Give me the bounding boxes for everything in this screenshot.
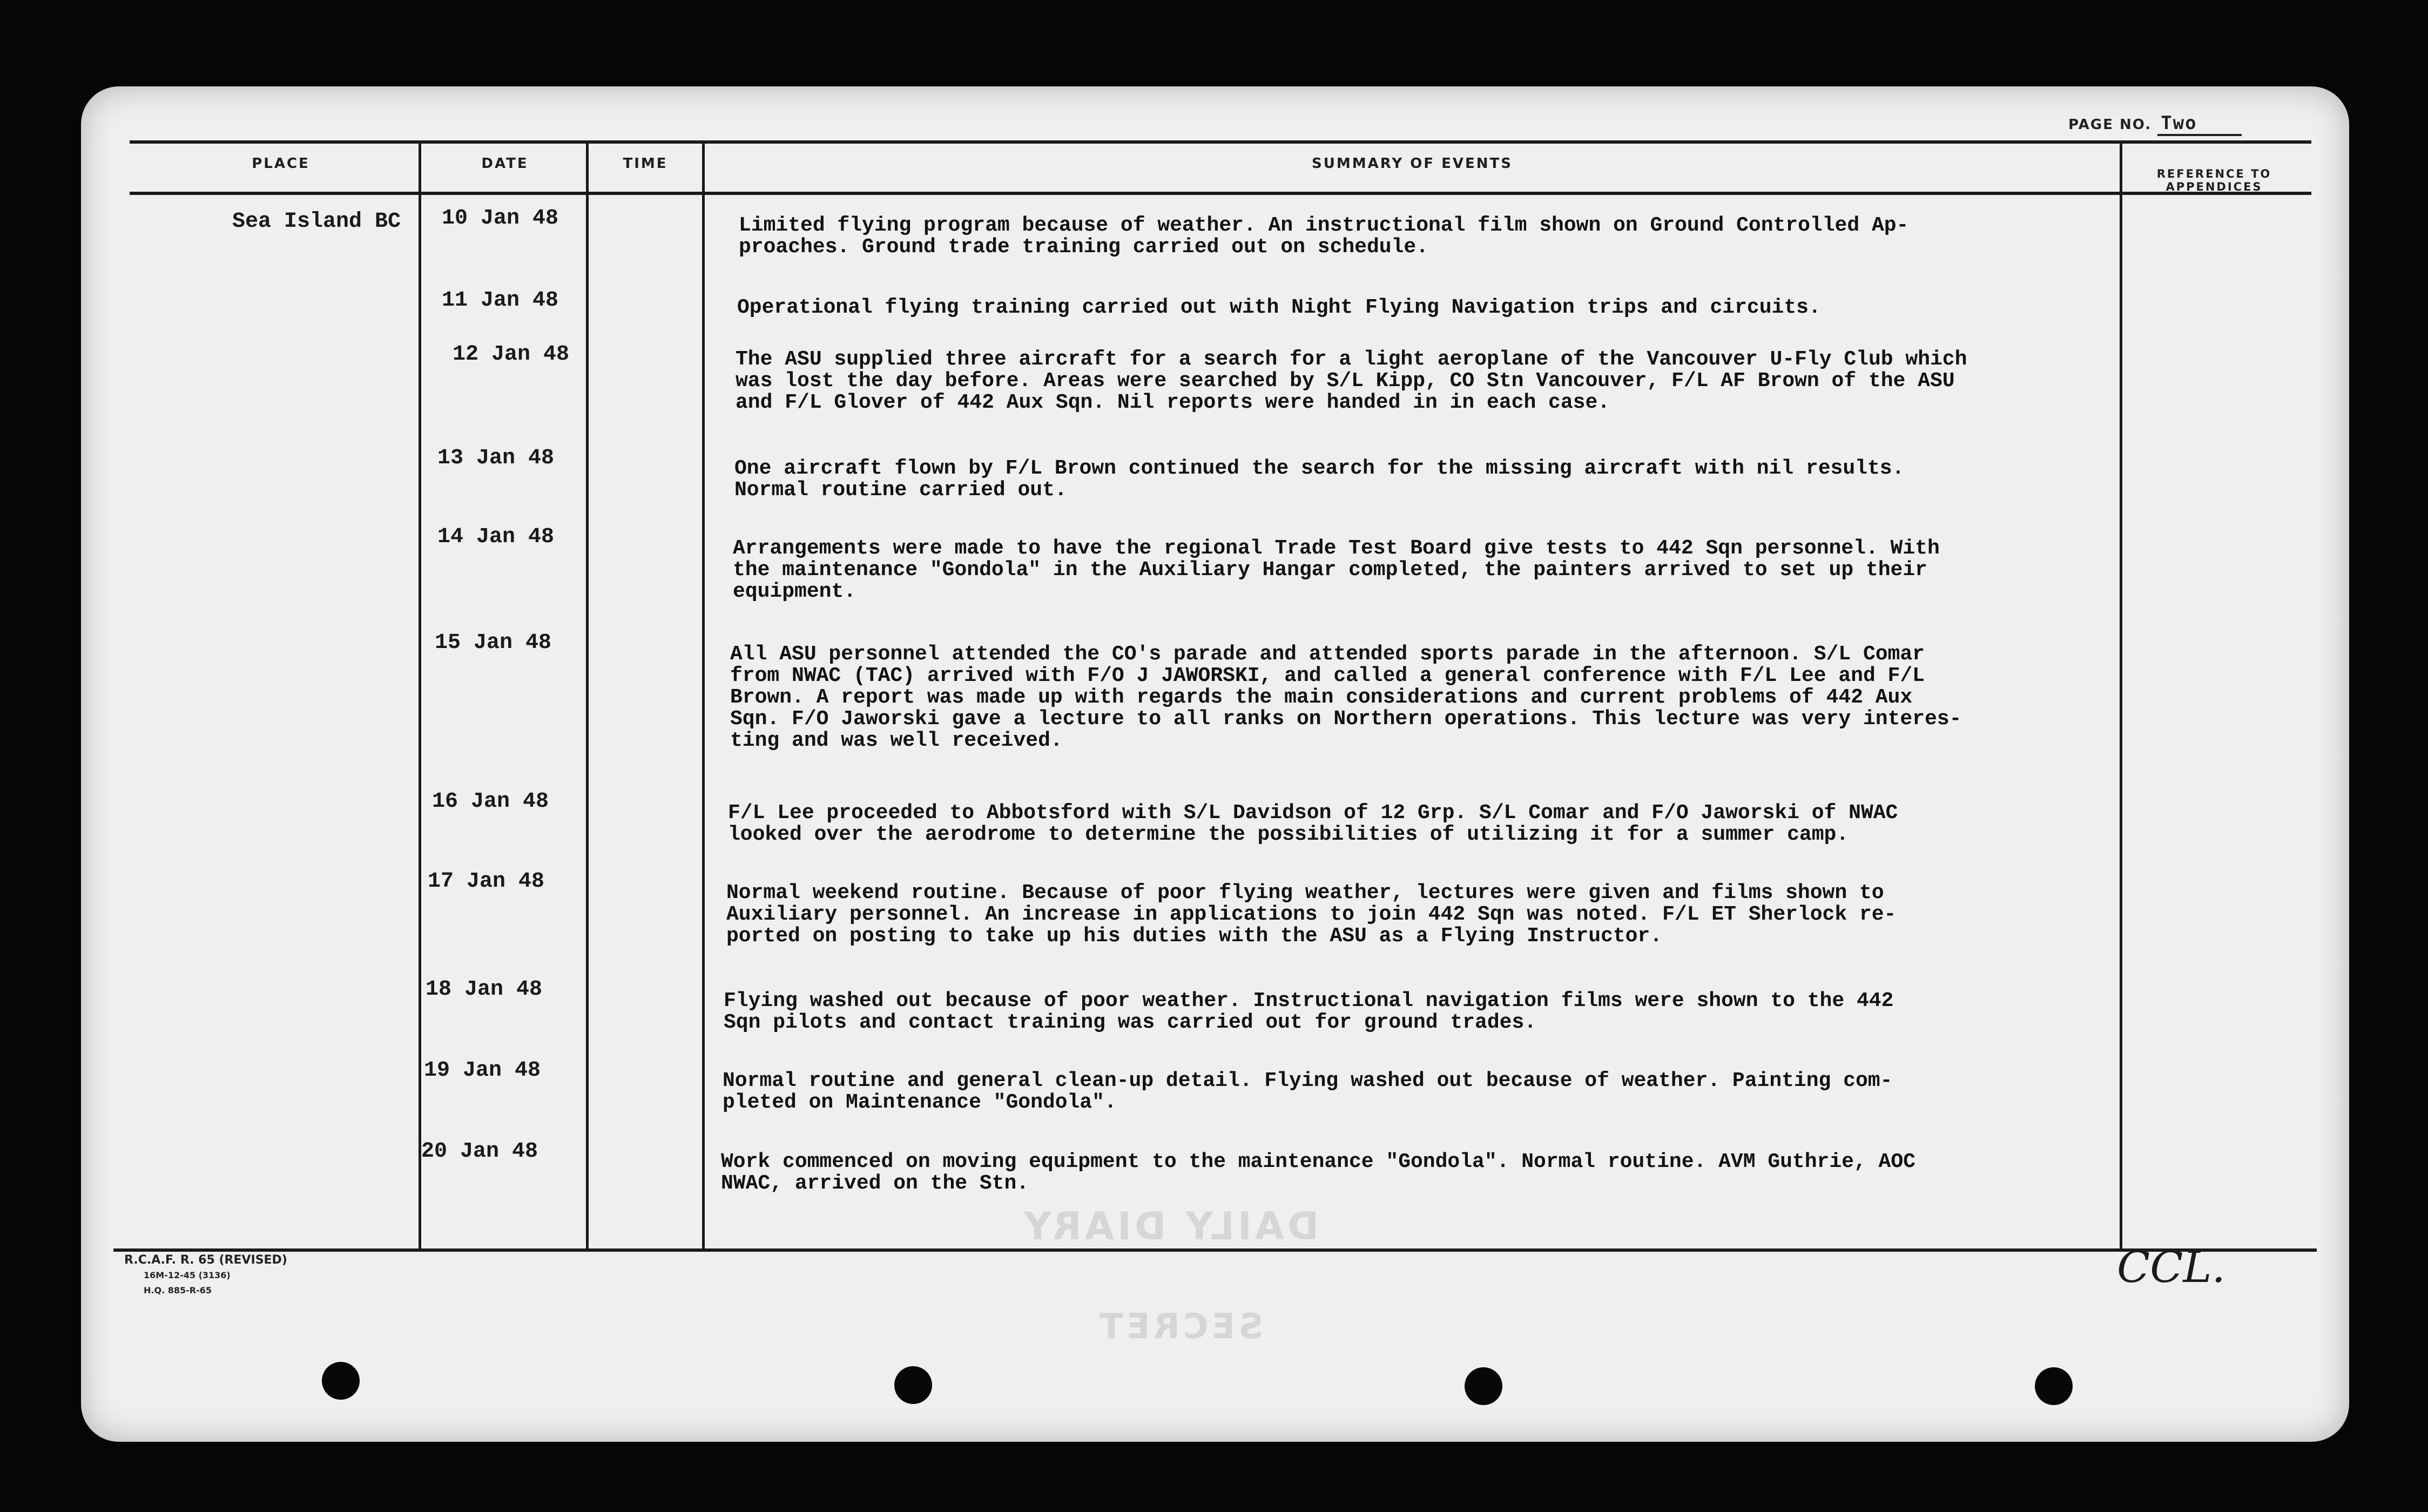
column-heading-date: DATE xyxy=(481,156,529,172)
handwritten-initials: CCL. xyxy=(2117,1242,2225,1292)
summary-line: Limited flying program because of weather. An instructional film shown on Ground Controlled Ap- xyxy=(739,214,1909,237)
summary-line: Normal weekend routine. Because of poor flying weather, lectures were given and films shown to xyxy=(726,881,1884,905)
entry-summary xyxy=(734,458,2139,501)
summary-line: Normal routine carried out. xyxy=(734,478,1067,502)
summary-line: All ASU personnel attended the CO's parade and attended sports parade in the afternoon. S/L Comar xyxy=(730,643,1925,666)
summary-line: NWAC, arrived on the Stn. xyxy=(721,1172,1029,1195)
summary-line: Sqn pilots and contact training was carried out for ground trades. xyxy=(724,1011,1537,1034)
entry-date: 16 Jan 48 xyxy=(432,789,549,814)
page-number-label: PAGE NO. xyxy=(2068,117,2152,133)
entry-date: 17 Jan 48 xyxy=(428,869,545,894)
time-summary-divider xyxy=(702,141,705,1248)
form-hq-code: H.Q. 885-R-65 xyxy=(144,1285,212,1295)
summary-line: pleted on Maintenance "Gondola". xyxy=(723,1091,1117,1114)
entry-summary xyxy=(733,538,2137,603)
summary-line: looked over the aerodrome to determine the possibilities of utilizing it for a summer camp. xyxy=(728,823,1849,846)
entry-summary xyxy=(739,215,2143,258)
entry-date: 19 Jan 48 xyxy=(424,1058,541,1083)
entry-summary xyxy=(736,349,2140,414)
show-through-text: SECRET xyxy=(1096,1307,1264,1347)
summary-line: and F/L Glover of 442 Aux Sqn. Nil reports were handed in in each case. xyxy=(736,391,1610,414)
page-number-value: Two xyxy=(2157,112,2242,136)
column-heading-time: TIME xyxy=(623,156,668,172)
column-heading-reference xyxy=(2122,167,2306,193)
entry-date: 14 Jan 48 xyxy=(437,525,555,549)
punch-hole xyxy=(1465,1367,1502,1405)
form-number: R.C.A.F. R. 65 (REVISED) xyxy=(124,1253,287,1267)
summary-line: was lost the day before. Areas were searched by S/L Kipp, CO Stn Vancouver, F/L AF Brown of the ASU xyxy=(736,369,1955,393)
summary-line: One aircraft flown by F/L Brown continued the search for the missing aircraft with nil results. xyxy=(734,457,1905,480)
form-print-code: 16M-12-45 (3136) xyxy=(144,1270,231,1280)
entry-date: 10 Jan 48 xyxy=(442,206,559,231)
punch-hole xyxy=(322,1362,360,1400)
entry-summary xyxy=(730,644,2134,752)
entry-summary xyxy=(726,882,2130,947)
entry-summary xyxy=(724,990,2128,1034)
summary-line: F/L Lee proceeded to Abbotsford with S/L Davidson of 12 Grp. S/L Comar and F/O Jaworski of NWAC xyxy=(728,801,1898,825)
summary-line: Normal routine and general clean-up detail. Flying washed out because of weather. Painting com- xyxy=(723,1069,1893,1092)
show-through-text: DAILY DIARY xyxy=(1021,1204,1319,1248)
header-bottom-rule xyxy=(130,192,2311,195)
date-time-divider xyxy=(586,141,589,1248)
summary-line: The ASU supplied three aircraft for a search for a light aeroplane of the Vancouver U-Fly Club which xyxy=(736,348,1967,371)
form-identifier xyxy=(124,1253,287,1298)
header-top-rule xyxy=(130,140,2311,144)
entry-date: 20 Jan 48 xyxy=(421,1139,538,1164)
entry-summary xyxy=(737,297,2141,319)
entry-date: 12 Jan 48 xyxy=(453,342,570,367)
summary-line: ting and was well received. xyxy=(730,729,1063,752)
entry-date: 15 Jan 48 xyxy=(435,631,552,655)
summary-line: the maintenance "Gondola" in the Auxiliary Hangar completed, the painters arrived to set up their xyxy=(733,558,1927,582)
entry-date: 18 Jan 48 xyxy=(426,977,543,1002)
summary-line: Brown. A report was made up with regards the main considerations and current problems of 442 Aux xyxy=(730,686,1913,709)
entry-summary xyxy=(721,1151,2125,1194)
page-number xyxy=(2068,112,2242,136)
entry-date: 13 Jan 48 xyxy=(437,446,555,470)
reference-heading-line1: REFERENCE TO xyxy=(2156,167,2272,180)
summary-line: equipment. xyxy=(733,580,856,603)
summary-line: Auxiliary personnel. An increase in applications to join 442 Sqn was noted. F/L ET Sherlock re- xyxy=(726,903,1897,926)
column-heading-place: PLACE xyxy=(252,156,310,172)
entry-date: 11 Jan 48 xyxy=(442,288,559,313)
summary-line: ported on posting to take up his duties with the ASU as a Flying Instructor. xyxy=(726,924,1663,948)
place-date-divider xyxy=(419,141,421,1248)
summary-line: Arrangements were made to have the regional Trade Test Board give tests to 442 Sqn personnel. With xyxy=(733,537,1940,560)
summary-line: Sqn. F/O Jaworski gave a lecture to all ranks on Northern operations. This lecture was very interes- xyxy=(730,707,1962,731)
column-heading-summary: SUMMARY OF EVENTS xyxy=(1312,156,1513,172)
entry-summary xyxy=(728,802,2132,846)
summary-line: Work commenced on moving equipment to the maintenance "Gondola". Normal routine. AVM Guthrie, AOC xyxy=(721,1150,1916,1173)
punch-hole xyxy=(2035,1367,2073,1405)
entry-summary xyxy=(723,1070,2127,1113)
reference-heading-line2: APPENDICES xyxy=(2166,180,2263,193)
place-value: Sea Island BC xyxy=(232,210,401,234)
summary-line: Operational flying training carried out with Night Flying Navigation trips and circuits. xyxy=(737,296,1821,319)
summary-line: Flying washed out because of poor weather. Instructional navigation films were shown to the 442 xyxy=(724,989,1894,1013)
diary-page xyxy=(81,86,2349,1442)
punch-hole xyxy=(894,1366,932,1404)
summary-line: proaches. Ground trade training carried out on schedule. xyxy=(739,235,1429,259)
summary-line: from NWAC (TAC) arrived with F/O J JAWORSKI, and called a general conference with F/L Lee and F/L xyxy=(730,664,1925,687)
footer-rule xyxy=(113,1248,2317,1252)
